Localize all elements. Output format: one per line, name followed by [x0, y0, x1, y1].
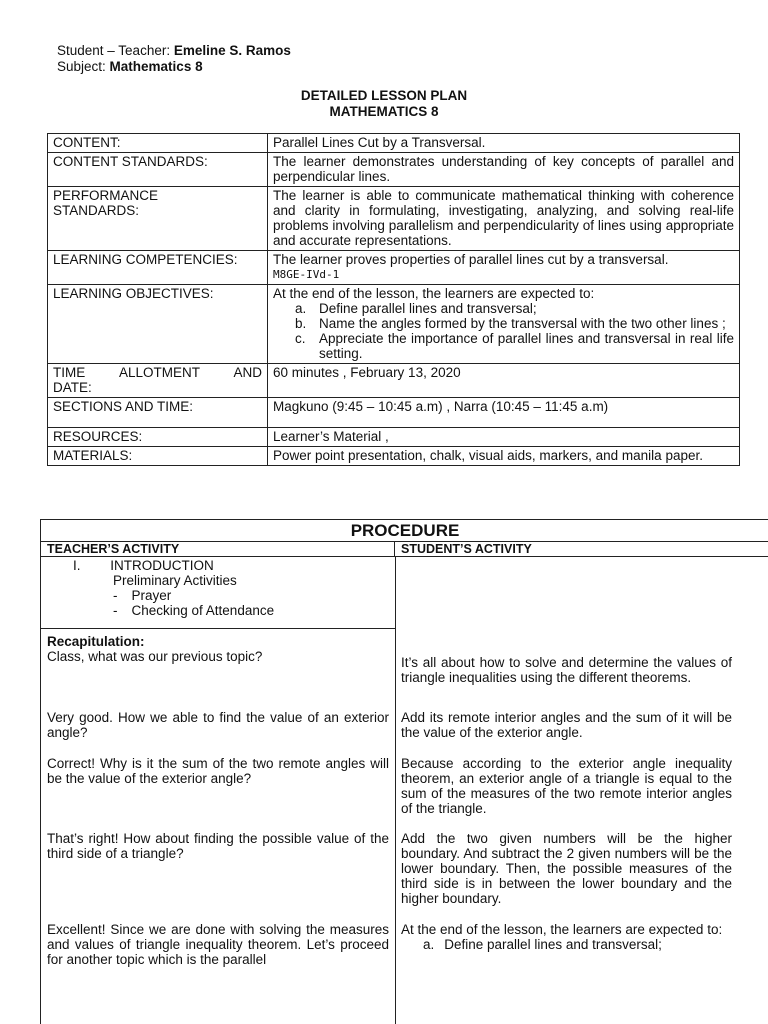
list-text: Appreciate the importance of parallel lines and transversal in real life setting. [319, 331, 734, 361]
answer-5-intro: At the end of the lesson, the learners are expected to: [401, 922, 723, 937]
resources-label: RESOURCES: [48, 428, 268, 447]
procedure-body [41, 557, 768, 1024]
teacher-activity-header: TEACHER’S ACTIVITY [41, 542, 395, 556]
learning-competencies-label: LEARNING COMPETENCIES: [48, 251, 268, 285]
time-allotment-value: 60 minutes , February 13, 2020 [268, 364, 740, 398]
content-standards-value: The learner demonstrates understanding of key concepts of parallel and perpendicular lines. [268, 153, 740, 187]
performance-standards-label [48, 187, 268, 251]
performance-standards-row [48, 187, 740, 251]
performance-standards-label-2: STANDARDS: [53, 203, 140, 218]
list-item [273, 331, 734, 361]
list-marker: a. [295, 301, 307, 316]
list-text: Checking of Attendance [131, 603, 275, 618]
row-divider [41, 628, 395, 629]
recapitulation-block [47, 634, 389, 664]
student-teacher-line [57, 43, 291, 59]
subject-line [57, 59, 291, 75]
teacher-question-1: Class, what was our previous topic? [47, 649, 263, 664]
introduction-heading [47, 558, 389, 573]
student-answer-4: Add the two given numbers will be the higher boundary. And subtract the 2 given numbers will be the lower boundary. Then, the possible measures of the third side is in between the lower boundary and the higher boundary. [401, 831, 732, 906]
subject-label: Subject: [57, 59, 106, 74]
objectives-intro: At the end of the lesson, the learners are expected to: [273, 286, 595, 301]
list-marker: b. [295, 316, 307, 331]
teacher-question-5: Excellent! Since we are done with solving the measures and values of triangle inequality theorem. Let’s proceed for another topic which is the parallel [47, 922, 389, 967]
intro-title: INTRODUCTION [110, 558, 214, 573]
student-answer-1: It’s all about how to solve and determine the values of triangle inequalities using the different theorems. [401, 655, 732, 685]
content-value: Parallel Lines Cut by a Transversal. [268, 134, 740, 153]
procedure-title: PROCEDURE [41, 520, 768, 542]
list-text: Define parallel lines and transversal; [319, 301, 537, 316]
document-header [57, 43, 291, 75]
materials-value: Power point presentation, chalk, visual aids, markers, and manila paper. [268, 447, 740, 466]
materials-label: MATERIALS: [48, 447, 268, 466]
student-activity-header: STUDENT’S ACTIVITY [401, 542, 532, 556]
student-answer-2: Add its remote interior angles and the sum of it will be the value of the exterior angle. [401, 710, 732, 740]
teacher-question-3: Correct! Why is it the sum of the two remote angles will be the value of the exterior angle? [47, 756, 389, 786]
teacher-question-2: Very good. How we able to find the value of an exterior angle? [47, 710, 389, 740]
objectives-list [273, 301, 734, 361]
introduction-block [47, 558, 389, 618]
sections-value: Magkuno (9:45 – 10:45 a.m) , Narra (10:45 – 11:45 a.m) [268, 398, 740, 428]
list-text: Name the angles formed by the transversal with the two other lines ; [319, 316, 726, 331]
performance-standards-label-1: PERFORMANCE [53, 188, 159, 203]
procedure-column-headers [41, 542, 768, 557]
list-item [47, 603, 389, 618]
learning-competencies-row [48, 251, 740, 285]
procedure-table [40, 519, 768, 1024]
teacher-question-4: That’s right! How about finding the possible value of the third side of a triangle? [47, 831, 389, 861]
learning-competencies-value [268, 251, 740, 285]
column-divider [395, 557, 396, 1024]
list-item [273, 301, 734, 316]
sections-row [48, 398, 740, 428]
list-marker: a. [423, 937, 435, 952]
student-teacher-name: Emeline S. Ramos [173, 43, 291, 58]
student-answer-5 [401, 922, 732, 952]
preliminary-activities: Preliminary Activities [113, 573, 237, 588]
content-label: CONTENT: [48, 134, 268, 153]
list-marker: - [113, 603, 118, 618]
competency-code: M8GE-IVd-1 [273, 268, 340, 281]
list-text: Define parallel lines and transversal; [444, 937, 662, 952]
list-marker: - [113, 588, 118, 603]
list-marker: c. [295, 331, 306, 346]
content-standards-label: CONTENT STANDARDS: [48, 153, 268, 187]
list-item [401, 937, 732, 952]
competency-text: The learner proves properties of parallel lines cut by a transversal. [273, 252, 669, 267]
materials-row [48, 447, 740, 466]
resources-row [48, 428, 740, 447]
learning-objectives-row [48, 285, 740, 364]
document-title: DETAILED LESSON PLAN [300, 88, 468, 103]
resources-value: Learner’s Material , [268, 428, 740, 447]
time-allotment-row [48, 364, 740, 398]
learning-objectives-value [268, 285, 740, 364]
content-standards-row [48, 153, 740, 187]
list-item [47, 588, 389, 603]
list-text: Prayer [131, 588, 172, 603]
time-allotment-label [48, 364, 268, 398]
student-teacher-label: Student – Teacher: [57, 43, 171, 58]
time-allotment-label-2: DATE: [53, 380, 92, 395]
recap-label: Recapitulation: [47, 634, 145, 649]
time-allotment-label-1: TIME ALLOTMENT AND [53, 365, 262, 380]
document-subtitle: MATHEMATICS 8 [329, 104, 439, 119]
lesson-info-table [47, 133, 740, 466]
performance-standards-value: The learner is able to communicate mathematical thinking with coherence and clarity in formulating, investigating, analyzing, and solving real-life problems involving parallelism and perpendicularity of lines using appropriate and accurate representations. [268, 187, 740, 251]
subject-value: Mathematics 8 [109, 59, 203, 74]
content-row [48, 134, 740, 153]
learning-objectives-label: LEARNING OBJECTIVES: [48, 285, 268, 364]
list-item [273, 316, 734, 331]
student-answer-3: Because according to the exterior angle inequality theorem, an exterior angle of a triangle is equal to the sum of the measures of the two remote interior angles of the triangle. [401, 756, 732, 816]
sections-label: SECTIONS AND TIME: [48, 398, 268, 428]
intro-numeral: I. [73, 558, 81, 573]
